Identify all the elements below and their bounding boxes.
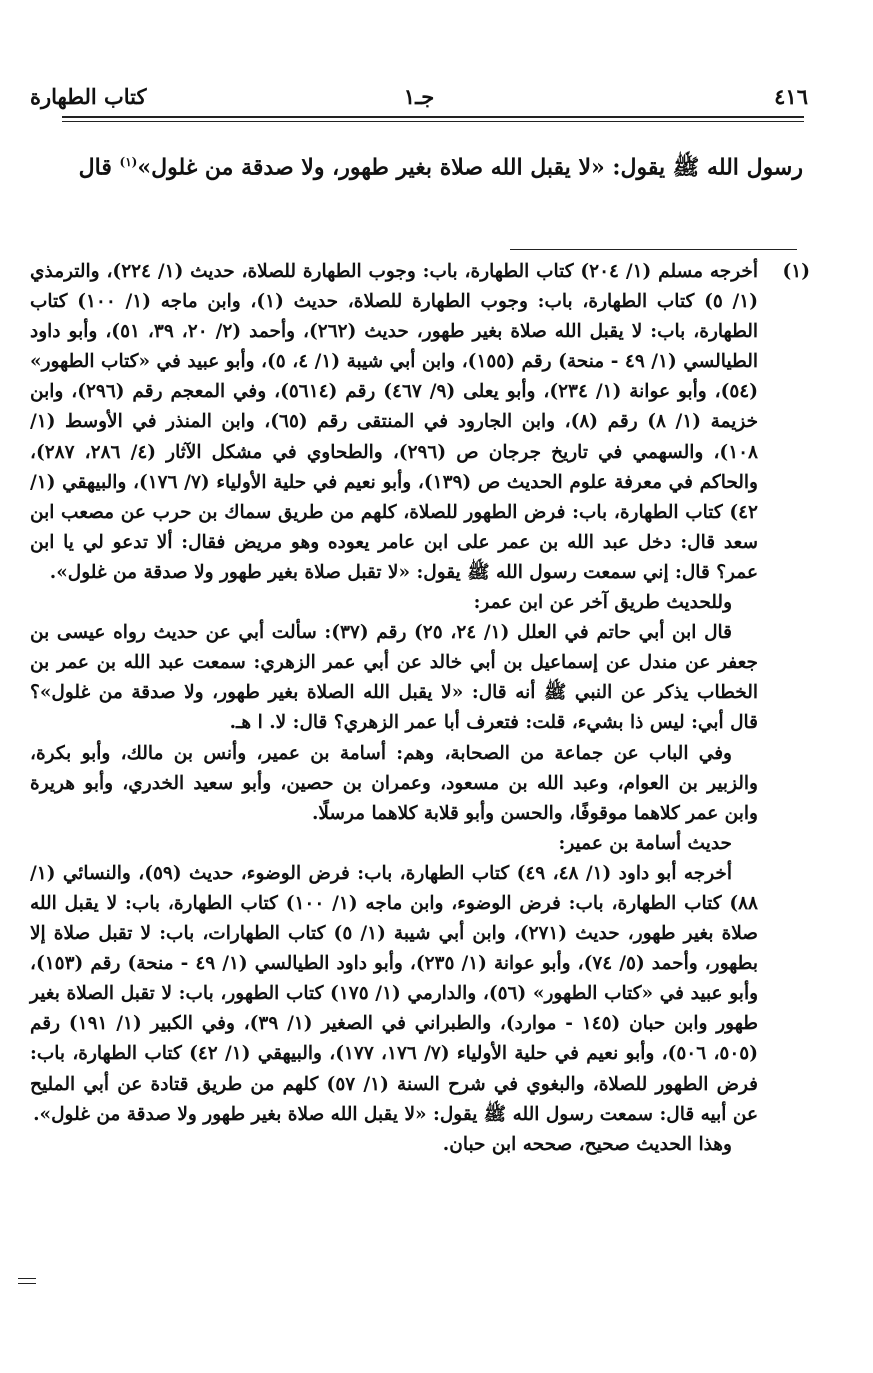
footnote-paragraph: وللحديث طريق آخر عن ابن عمر: [473,592,732,614]
volume-label: جـ١ [403,84,435,109]
footnote-body [30,257,758,1160]
footnote-block [30,257,810,1160]
footnote-marker: (١) [119,155,138,169]
footnote-paragraph: حديث أسامة بن عمير: [558,832,732,854]
footnote-paragraph: وفي الباب عن جماعة من الصحابة، وهم: أسامة بن عمير، وأنس بن مالك، وأبو بكرة، والزبير بن العوام، وعبد الله بن مسعود، وعمران بن حصين، وأبو سعيد الخدري، وأبو هريرة وابن عمر كلاهما موقوفًا، والحسن وأبو قلابة كلاهما مرسلًا. [30,742,758,824]
page-number: ٤١٦ [774,84,808,109]
main-text-body: رسول الله ﷺ يقول: «لا يقبل الله صلاة بغير طهور، ولا صدقة من غلول» [137,154,803,181]
book-title: كتاب الطهارة [30,84,147,109]
page-header [30,80,808,114]
footnote-paragraph: أخرجه أبو داود (١/ ٤٨، ٤٩) كتاب الطهارة، باب: فرض الوضوء، حديث (٥٩)، والنسائي (١/ ٨٨) كتاب الطهارة، باب: فرض الوضوء، وابن ماجه (١/ ١٠٠) كتاب الطهارة، باب: لا يقبل الله صلاة بغير طهور، حديث (٢٧١)، وابن أبي شيبة (١/ ٥) كتاب الطهارات، باب: لا تقبل صلاة إلا بطهور، وأحمد (٥/ ٧٤)، وأبو عوانة (١/ ٢٣٥)، وأبو داود الطيالسي (١/ ٤٩ - منحة) رقم (١٥٣)، وأبو عبيد في «كتاب الطهور» (٥٦)، والدارمي (١/ ١٧٥) كتاب الطهور، باب: لا تقبل الصلاة بغير طهور وابن حبان (١٤٥ - موارد)، والطبراني في الصغير (١/ ٣٩)، وفي الكبير (١/ ١٩١) رقم (٥٠٥، ٥٠٦)، وأبو نعيم في حلية الأولياء (٧/ ١٧٦، ١٧٧)، والبيهقي (١/ ٤٢) كتاب الطهارة، باب: فرض الطهور للصلاة، والبغوي في شرح السنة (١/ ٥٧) كلهم من طريق قتادة عن أبي المليح عن أبيه قال: سمعت رسول الله ﷺ يقول: «لا يقبل الله صلاة بغير طهور ولا صدقة من غلول». [30,862,759,1125]
footnote-paragraph: أخرجه مسلم (١/ ٢٠٤) كتاب الطهارة، باب: وجوب الطهارة للصلاة، حديث (١/ ٢٢٤)، والترمذي (١/ ٥) كتاب الطهارة، باب: وجوب الطهارة للصلاة، حديث (١)، وابن ماجه (١/ ١٠٠) كتاب الطهارة، باب: لا يقبل الله صلاة بغير طهور، حديث (٢٦٢)، وأحمد (٢/ ٢٠، ٣٩، ٥١)، وأبو داود الطيالسي (١/ ٤٩ - منحة) رقم (١٥٥)، وابن أبي شيبة (١/ ٤، ٥)، وأبو عبيد في «كتاب الطهور» (٥٤)، وأبو عوانة (١/ ٢٣٤)، وأبو يعلى (٩/ ٤٦٧) رقم (٥٦١٤)، وفي المعجم رقم (٢٩٦)، وابن خزيمة (١/ ٨) رقم (٨)، وابن الجارود في المنتقى رقم (٦٥)، وابن المنذر في الأوسط (١/ ١٠٨)، والسهمي في تاريخ جرجان ص (٢٩٦)، والطحاوي في مشكل الآثار (٤/ ٢٨٦، ٢٨٧)، والحاكم في معرفة علوم الحديث ص (١٣٩)، وأبو نعيم في حلية الأولياء (٧/ ١٧٦)، والبيهقي (١/ ٤٢) كتاب الطهارة، باب: فرض الطهور للصلاة، كلهم من طريق سماك بن حرب عن مصعب ابن سعد قال: دخل عبد الله بن عمر على ابن عامر يعوده وهو مريض فقال: ألا تدعو لي يا ابن عمر؟ قال: إني سمعت رسول الله ﷺ يقول: «لا تقبل صلاة بغير طهور ولا صدقة من غلول». [30,261,759,583]
footnote-separator [510,249,797,250]
footnote-number: (١) [782,261,810,282]
main-text-tail: قال [78,154,120,181]
footnote-paragraph: وهذا الحديث صحيح، صححه ابن حبان. [442,1133,732,1155]
main-text [30,140,803,189]
footnote-paragraph: قال ابن أبي حاتم في العلل (١/ ٢٤، ٢٥) رقم (٣٧): سألت أبي عن حديث رواه عيسى بن جعفر عن مندل عن إسماعيل بن أبي خالد عن أبي عمر الزهري: سمعت عبد الله بن عمر بن الخطاب يذكر عن النبي ﷺ أنه قال: «لا يقبل الله الصلاة بغير طهور، ولا صدقة من غلول»؟ قال أبي: ليس ذا بشيء، قلت: فتعرف أبا عمر الزهري؟ قال: لا. ا هـ. [30,622,758,734]
header-rule-thick [62,116,804,118]
continuation-mark [18,1278,36,1288]
header-rule-thin [62,121,804,122]
